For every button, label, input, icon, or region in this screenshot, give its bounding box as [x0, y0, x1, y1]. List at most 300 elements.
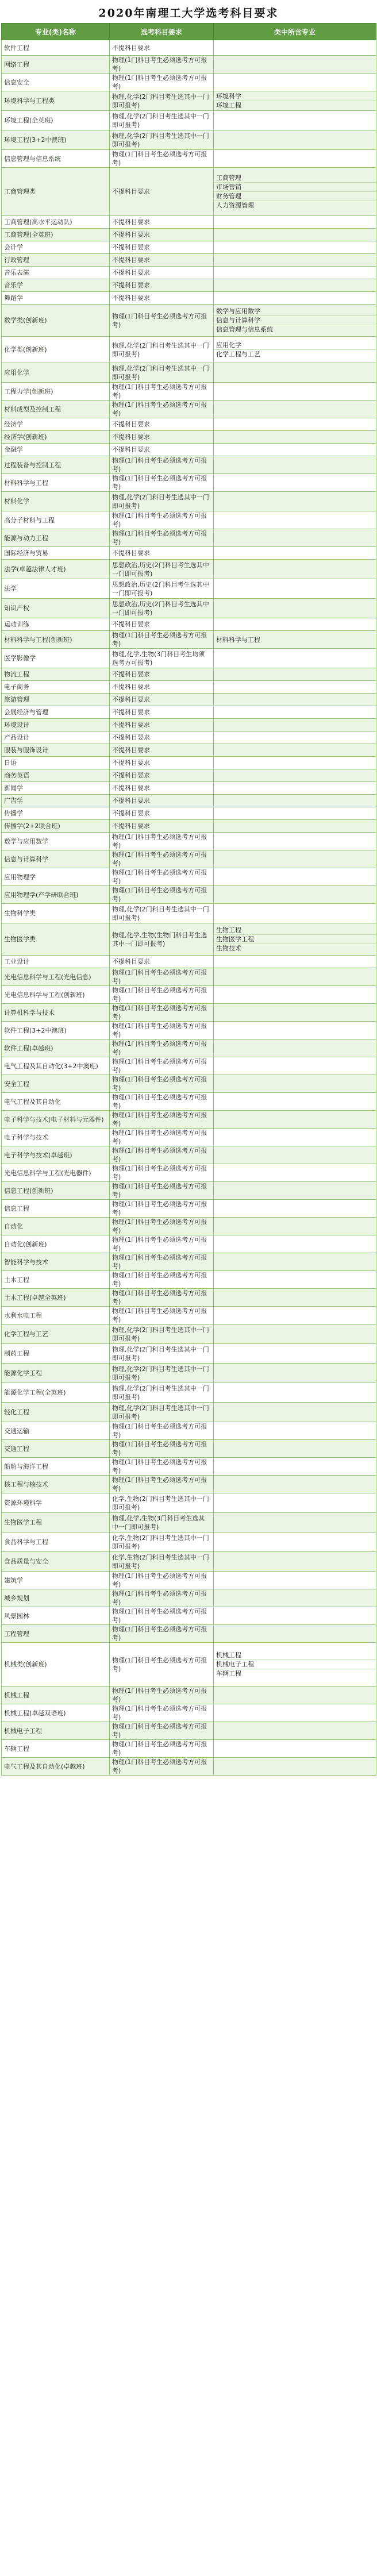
subject-requirement-cell: 不提科目要求 — [110, 618, 214, 631]
included-majors-cell — [214, 305, 376, 337]
table-row — [2, 850, 376, 868]
major-name-cell: 机械类(创新班) — [2, 1643, 110, 1686]
major-name-cell: 核工程与核技术 — [2, 1476, 110, 1493]
included-majors-cell — [214, 150, 376, 168]
table-row — [2, 1022, 376, 1039]
table-body — [2, 40, 376, 1776]
subject-requirement-cell: 不提科目要求 — [110, 731, 214, 744]
table-row — [2, 579, 376, 599]
subject-requirement-cell: 不提科目要求 — [110, 681, 214, 694]
subject-requirement-cell: 不提科目要求 — [110, 279, 214, 292]
subject-requirement-cell: 物理(1门科目考生必须选考方可报考) — [110, 56, 214, 74]
table-row — [2, 111, 376, 130]
table-row — [2, 694, 376, 706]
included-majors-cell — [214, 1111, 376, 1129]
table-row — [2, 1093, 376, 1111]
subject-requirement-cell: 不提科目要求 — [110, 418, 214, 431]
included-major-item: 市场营销 — [214, 182, 376, 191]
subject-requirement-cell: 不提科目要求 — [110, 254, 214, 267]
subject-requirement-cell: 物理(1门科目考生必须选考方可报考) — [110, 511, 214, 529]
major-name-cell: 音乐表演 — [2, 267, 110, 279]
included-major-item: 信息与计算科学 — [214, 315, 376, 325]
major-name-cell: 材料化学 — [2, 492, 110, 511]
major-name-cell: 环境工程(全英班) — [2, 111, 110, 130]
included-major-item: 材料科学与工程 — [216, 636, 260, 644]
major-name-cell: 交通运输 — [2, 1422, 110, 1440]
major-name-cell: 城乡规划 — [2, 1589, 110, 1607]
included-majors-cell — [214, 254, 376, 267]
table-row — [2, 1307, 376, 1324]
header-included-majors: 类中所含专业 — [214, 24, 376, 40]
table-row — [2, 1039, 376, 1057]
table-row — [2, 1607, 376, 1625]
included-majors-cell — [214, 833, 376, 850]
table-row — [2, 1704, 376, 1722]
table-row — [2, 229, 376, 241]
major-name-cell: 运动训练 — [2, 618, 110, 631]
table-row — [2, 1440, 376, 1458]
major-name-cell: 信息工程 — [2, 1200, 110, 1218]
included-majors-cell — [214, 1200, 376, 1218]
included-majors-cell — [214, 1164, 376, 1182]
included-majors-cell — [214, 1289, 376, 1307]
included-majors-cell — [214, 1344, 376, 1364]
table-row — [2, 1111, 376, 1129]
major-name-cell: 高分子材料与工程 — [2, 511, 110, 529]
subject-requirement-cell: 物理(1门科目考生必须选考方可报考) — [110, 1289, 214, 1307]
subject-requirement-cell: 物理(1门科目考生必须选考方可报考) — [110, 1164, 214, 1182]
subject-requirement-cell: 物理(1门科目考生必须选考方可报考) — [110, 401, 214, 418]
included-majors-cell — [214, 1758, 376, 1776]
table-row — [2, 731, 376, 744]
table-row — [2, 719, 376, 731]
included-major-item: 工商管理 — [216, 174, 241, 182]
major-name-cell: 电气工程及其自动化 — [2, 1093, 110, 1111]
major-name-cell: 新闻学 — [2, 782, 110, 795]
subject-requirement-cell: 物理(1门科目考生必须选考方可报考) — [110, 886, 214, 904]
table-row — [2, 1625, 376, 1643]
major-name-cell: 电子科学与技术(卓越班) — [2, 1146, 110, 1164]
included-majors-cell — [214, 456, 376, 474]
major-name-cell: 信息工程(创新班) — [2, 1182, 110, 1200]
table-row — [2, 599, 376, 618]
subject-requirement-cell: 思想政治,历史(2门科目考生选其中一门即可报考) — [110, 599, 214, 618]
included-majors-cell — [214, 1039, 376, 1057]
table-row — [2, 1218, 376, 1235]
table-row — [2, 807, 376, 820]
subject-requirement-cell: 物理(1门科目考生必须选考方可报考) — [110, 1075, 214, 1093]
subject-requirement-cell: 物理(1门科目考生必须选考方可报考) — [110, 1182, 214, 1200]
included-majors-cell — [214, 1129, 376, 1146]
included-majors-cell — [214, 363, 376, 383]
table-row — [2, 681, 376, 694]
table-row — [2, 923, 376, 956]
included-majors-cell — [214, 1643, 376, 1686]
subject-requirement-cell: 物理,化学(2门科目考生选其中一门即可报考) — [110, 1364, 214, 1383]
table-row — [2, 1383, 376, 1403]
subject-requirement-cell: 物理,化学(2门科目考生选其中一门即可报考) — [110, 492, 214, 511]
included-majors-cell — [214, 850, 376, 868]
table-row — [2, 74, 376, 91]
included-majors-cell — [214, 1324, 376, 1344]
subject-requirement-cell: 化学,生物(2门科目考生选其中一门即可报考) — [110, 1552, 214, 1572]
major-name-cell: 工商管理(高水平运动队) — [2, 216, 110, 229]
included-majors-cell — [214, 1271, 376, 1289]
table-row — [2, 241, 376, 254]
included-major-item: 机械工程 — [216, 1651, 241, 1659]
subject-requirement-cell: 物理,化学(2门科目考生选其中一门即可报考) — [110, 337, 214, 363]
table-row — [2, 456, 376, 474]
major-name-cell: 光电信息科学与工程(光电信息) — [2, 968, 110, 986]
subject-requirement-cell: 物理(1门科目考生必须选考方可报考) — [110, 868, 214, 886]
table-row — [2, 337, 376, 363]
subject-requirement-cell: 物理,化学(2门科目考生选其中一门即可报考) — [110, 904, 214, 923]
included-majors-cell — [214, 731, 376, 744]
included-majors-cell — [214, 1476, 376, 1493]
subject-requirement-cell: 物理(1门科目考生必须选考方可报考) — [110, 74, 214, 91]
included-majors-cell — [214, 694, 376, 706]
included-majors-cell — [214, 1364, 376, 1383]
included-majors-cell — [214, 1253, 376, 1271]
table-row — [2, 474, 376, 492]
subject-requirement-cell: 物理(1门科目考生必须选考方可报考) — [110, 1235, 214, 1253]
major-name-cell: 水利水电工程 — [2, 1307, 110, 1324]
major-name-cell: 产品设计 — [2, 731, 110, 744]
table-row — [2, 1075, 376, 1093]
table-row — [2, 744, 376, 757]
major-name-cell: 应用化学 — [2, 363, 110, 383]
subject-requirement-cell: 不提科目要求 — [110, 694, 214, 706]
included-majors-cell — [214, 547, 376, 560]
included-majors-cell — [214, 1307, 376, 1324]
included-majors-cell — [214, 923, 376, 956]
table-row — [2, 1164, 376, 1182]
major-name-cell: 制药工程 — [2, 1344, 110, 1364]
subject-requirement-cell: 物理,化学(2门科目考生选其中一门即可报考) — [110, 1344, 214, 1364]
subject-requirement-cell: 物理,化学,生物(3门科目考生选其中一门即可报考) — [110, 1513, 214, 1532]
subject-requirement-cell: 物理(1门科目考生必须选考方可报考) — [110, 383, 214, 401]
major-name-cell: 舞蹈学 — [2, 292, 110, 305]
subject-requirement-cell: 物理(1门科目考生必须选考方可报考) — [110, 1740, 214, 1758]
major-name-cell: 安全工程 — [2, 1075, 110, 1093]
table-row — [2, 769, 376, 782]
subject-requirement-cell: 物理,化学(2门科目考生选其中一门即可报考) — [110, 1403, 214, 1422]
included-majors-cell — [214, 599, 376, 618]
subject-requirement-cell: 不提科目要求 — [110, 267, 214, 279]
subject-requirement-cell: 思想政治,历史(2门科目考生选其中一门即可报考) — [110, 560, 214, 579]
major-name-cell: 电气工程及其自动化(卓越班) — [2, 1758, 110, 1776]
major-name-cell: 风景园林 — [2, 1607, 110, 1625]
major-name-cell: 物流工程 — [2, 668, 110, 681]
table-row — [2, 279, 376, 292]
major-name-cell: 车辆工程 — [2, 1740, 110, 1758]
included-majors-cell — [214, 56, 376, 74]
major-name-cell: 信息与计算科学 — [2, 850, 110, 868]
table-row — [2, 431, 376, 444]
included-majors-cell — [214, 968, 376, 986]
subject-requirement-cell: 物理(1门科目考生必须选考方可报考) — [110, 456, 214, 474]
included-majors-cell — [214, 91, 376, 111]
included-majors-cell — [214, 229, 376, 241]
major-name-cell: 船舶与海洋工程 — [2, 1458, 110, 1476]
table-row — [2, 1344, 376, 1364]
subject-requirement-cell: 不提科目要求 — [110, 820, 214, 833]
included-majors-cell — [214, 706, 376, 719]
major-name-cell: 光电信息科学与工程(光电器件) — [2, 1164, 110, 1182]
subject-requirement-cell: 不提科目要求 — [110, 40, 214, 56]
major-name-cell: 工商管理类 — [2, 168, 110, 216]
table-row — [2, 820, 376, 833]
major-name-cell: 食品质量与安全 — [2, 1552, 110, 1572]
major-name-cell: 环境科学与工程类 — [2, 91, 110, 111]
included-major-item: 机械电子工程 — [214, 1659, 376, 1669]
included-majors-cell — [214, 444, 376, 456]
included-majors-cell — [214, 168, 376, 216]
included-majors-cell — [214, 649, 376, 668]
major-name-cell: 信息安全 — [2, 74, 110, 91]
included-majors-cell — [214, 1552, 376, 1572]
included-major-item: 生物工程 — [216, 926, 241, 934]
included-majors-cell — [214, 431, 376, 444]
subject-requirement-cell: 物理(1门科目考生必须选考方可报考) — [110, 1218, 214, 1235]
included-majors-cell — [214, 1440, 376, 1458]
table-row — [2, 868, 376, 886]
included-majors-cell — [214, 956, 376, 968]
header-requirement: 选考科目要求 — [110, 24, 214, 40]
included-majors-cell — [214, 1422, 376, 1440]
subject-requirement-cell: 物理(1门科目考生必须选考方可报考) — [110, 986, 214, 1004]
table-row — [2, 305, 376, 337]
subject-requirement-cell: 物理(1门科目考生必须选考方可报考) — [110, 1704, 214, 1722]
major-name-cell: 医学影像学 — [2, 649, 110, 668]
subject-requirement-cell: 物理,化学(2门科目考生选其中一门即可报考) — [110, 130, 214, 150]
major-name-cell: 电子科学与技术 — [2, 1129, 110, 1146]
major-name-cell: 经济学 — [2, 418, 110, 431]
subject-requirement-cell: 化学,生物(2门科目考生选其中一门即可报考) — [110, 1493, 214, 1513]
major-name-cell: 光电信息科学与工程(创新班) — [2, 986, 110, 1004]
major-name-cell: 环境设计 — [2, 719, 110, 731]
subject-requirement-cell: 不提科目要求 — [110, 706, 214, 719]
header-major: 专业(类)名称 — [2, 24, 110, 40]
subject-requirement-cell: 不提科目要求 — [110, 229, 214, 241]
table-row — [2, 1146, 376, 1164]
table-row — [2, 56, 376, 74]
table-row — [2, 40, 376, 56]
table-row — [2, 91, 376, 111]
included-majors-cell — [214, 1722, 376, 1740]
table-row — [2, 383, 376, 401]
subject-requirement-cell: 物理(1门科目考生必须选考方可报考) — [110, 1476, 214, 1493]
major-name-cell: 数学与应用数学 — [2, 833, 110, 850]
table-row — [2, 1271, 376, 1289]
major-name-cell: 材料科学与工程 — [2, 474, 110, 492]
table-row — [2, 444, 376, 456]
table-row — [2, 956, 376, 968]
major-name-cell: 会展经济与管理 — [2, 706, 110, 719]
subject-requirement-cell: 思想政治,历史(2门科目考生选其中一门即可报考) — [110, 579, 214, 599]
included-majors-cell — [214, 401, 376, 418]
major-name-cell: 网络工程 — [2, 56, 110, 74]
table-row — [2, 1740, 376, 1758]
subject-requirement-cell: 不提科目要求 — [110, 168, 214, 216]
major-name-cell: 国际经济与贸易 — [2, 547, 110, 560]
subject-requirement-cell: 物理,化学,生物(3门科目考生均须选考方可报考) — [110, 649, 214, 668]
major-name-cell: 服装与服饰设计 — [2, 744, 110, 757]
table-row — [2, 1589, 376, 1607]
included-majors-cell — [214, 1146, 376, 1164]
major-name-cell: 化学类(创新班) — [2, 337, 110, 363]
major-name-cell: 能源化学工程 — [2, 1364, 110, 1383]
subject-requirement-cell: 物理(1门科目考生必须选考方可报考) — [110, 1458, 214, 1476]
table-row — [2, 968, 376, 986]
subject-requirement-cell: 物理(1门科目考生必须选考方可报考) — [110, 1129, 214, 1146]
table-row — [2, 1572, 376, 1589]
table-row — [2, 363, 376, 383]
subject-requirement-cell: 不提科目要求 — [110, 757, 214, 769]
table-header-row — [2, 24, 376, 40]
major-name-cell: 机械工程(卓越双语班) — [2, 1704, 110, 1722]
major-name-cell: 环境工程(3+2中澳班) — [2, 130, 110, 150]
included-major-item: 数学与应用数学 — [216, 307, 260, 315]
table-row — [2, 1364, 376, 1383]
major-name-cell: 能源与动力工程 — [2, 529, 110, 547]
included-majors-cell — [214, 886, 376, 904]
table-row — [2, 986, 376, 1004]
subject-requirement-cell: 物理(1门科目考生必须选考方可报考) — [110, 529, 214, 547]
included-majors-cell — [214, 1093, 376, 1111]
included-majors-cell — [214, 1383, 376, 1403]
subject-requirement-cell: 物理(1门科目考生必须选考方可报考) — [110, 150, 214, 168]
major-name-cell: 日语 — [2, 757, 110, 769]
major-name-cell: 建筑学 — [2, 1572, 110, 1589]
table-row — [2, 833, 376, 850]
major-name-cell: 能源化学工程(全英班) — [2, 1383, 110, 1403]
included-majors-cell — [214, 418, 376, 431]
major-name-cell: 应用物理学 — [2, 868, 110, 886]
subject-requirement-cell: 物理(1门科目考生必须选考方可报考) — [110, 1572, 214, 1589]
table-row — [2, 1289, 376, 1307]
major-name-cell: 计算机科学与技术 — [2, 1004, 110, 1022]
included-major-item: 车辆工程 — [214, 1669, 376, 1678]
included-majors-cell — [214, 868, 376, 886]
subject-requirement-cell: 物理(1门科目考生必须选考方可报考) — [110, 1111, 214, 1129]
major-name-cell: 商务英语 — [2, 769, 110, 782]
included-majors-cell — [214, 492, 376, 511]
table-row — [2, 782, 376, 795]
included-majors-cell — [214, 560, 376, 579]
included-major-item: 信息管理与信息系统 — [214, 325, 376, 334]
table-row — [2, 668, 376, 681]
included-majors-cell — [214, 579, 376, 599]
included-majors-cell — [214, 904, 376, 923]
major-name-cell: 应用物理学(产学研联合班) — [2, 886, 110, 904]
included-major-item: 环境科学 — [216, 93, 241, 100]
included-majors-cell — [214, 474, 376, 492]
table-row — [2, 1643, 376, 1686]
subject-requirement-cell: 物理(1门科目考生必须选考方可报考) — [110, 833, 214, 850]
included-majors-cell — [214, 292, 376, 305]
table-row — [2, 216, 376, 229]
table-row — [2, 254, 376, 267]
major-name-cell: 材料成型及控制工程 — [2, 401, 110, 418]
table-row — [2, 1552, 376, 1572]
table-row — [2, 1493, 376, 1513]
included-majors-cell — [214, 1218, 376, 1235]
subject-requirement-cell: 物理,化学(2门科目考生选其中一门即可报考) — [110, 91, 214, 111]
subject-requirement-cell: 不提科目要求 — [110, 956, 214, 968]
table-row — [2, 511, 376, 529]
included-major-item: 化学工程与工艺 — [214, 349, 376, 359]
major-name-cell: 软件工程 — [2, 40, 110, 56]
subject-requirement-cell: 不提科目要求 — [110, 216, 214, 229]
included-major-item: 生物技术 — [214, 944, 376, 953]
subject-requirement-cell: 不提科目要求 — [110, 795, 214, 807]
table-row — [2, 1458, 376, 1476]
included-majors-cell — [214, 267, 376, 279]
major-name-cell: 化学工程与工艺 — [2, 1324, 110, 1344]
subject-requirement-cell: 物理(1门科目考生必须选考方可报考) — [110, 1200, 214, 1218]
included-majors-cell — [214, 769, 376, 782]
table-row — [2, 1532, 376, 1552]
included-majors-cell — [214, 1532, 376, 1552]
subject-requirement-cell: 物理(1门科目考生必须选考方可报考) — [110, 1607, 214, 1625]
subject-requirement-cell: 不提科目要求 — [110, 444, 214, 456]
included-majors-cell — [214, 795, 376, 807]
included-majors-cell — [214, 1704, 376, 1722]
table-row — [2, 1200, 376, 1218]
subject-requirement-cell: 物理(1门科目考生必须选考方可报考) — [110, 1057, 214, 1075]
included-majors-cell — [214, 383, 376, 401]
major-name-cell: 音乐学 — [2, 279, 110, 292]
major-name-cell: 软件工程(卓越班) — [2, 1039, 110, 1057]
subject-requirement-cell: 物理(1门科目考生必须选考方可报考) — [110, 1004, 214, 1022]
major-name-cell: 传播学(2+2联合班) — [2, 820, 110, 833]
subject-requirement-cell: 物理(1门科目考生必须选考方可报考) — [110, 1440, 214, 1458]
included-majors-cell — [214, 1686, 376, 1704]
subject-requirement-cell: 不提科目要求 — [110, 807, 214, 820]
subject-requirement-cell: 物理,化学,生物(生物门科目考生选其中一门即可报考) — [110, 923, 214, 956]
major-name-cell: 数学类(创新班) — [2, 305, 110, 337]
major-name-cell: 工程管理 — [2, 1625, 110, 1643]
major-name-cell: 资源环境科学 — [2, 1493, 110, 1513]
major-name-cell: 法学 — [2, 579, 110, 599]
subject-requirement-cell: 物理,化学(2门科目考生选其中一门即可报考) — [110, 1324, 214, 1344]
included-majors-cell — [214, 1572, 376, 1589]
table-row — [2, 649, 376, 668]
table-row — [2, 631, 376, 649]
included-majors-cell — [214, 529, 376, 547]
table-row — [2, 560, 376, 579]
table-row — [2, 1403, 376, 1422]
major-name-cell: 电子商务 — [2, 681, 110, 694]
included-majors-cell — [214, 1403, 376, 1422]
subject-requirement-cell: 不提科目要求 — [110, 668, 214, 681]
major-name-cell: 知识产权 — [2, 599, 110, 618]
subject-requirement-cell: 物理(1门科目考生必须选考方可报考) — [110, 1625, 214, 1643]
subject-requirement-cell: 物理,化学(2门科目考生选其中一门即可报考) — [110, 1383, 214, 1403]
included-majors-cell — [214, 986, 376, 1004]
table-row — [2, 492, 376, 511]
major-name-cell: 金融学 — [2, 444, 110, 456]
subject-requirement-cell: 物理(1门科目考生必须选考方可报考) — [110, 1307, 214, 1324]
document-title: 2020年南理工大学选考科目要求 — [98, 7, 279, 20]
major-name-cell: 工程力学(创新班) — [2, 383, 110, 401]
table-row — [2, 618, 376, 631]
subject-requirement-cell: 物理(1门科目考生必须选考方可报考) — [110, 1146, 214, 1164]
subject-requirement-cell: 不提科目要求 — [110, 744, 214, 757]
included-major-item: 财务管理 — [214, 191, 376, 201]
table-row — [2, 150, 376, 168]
